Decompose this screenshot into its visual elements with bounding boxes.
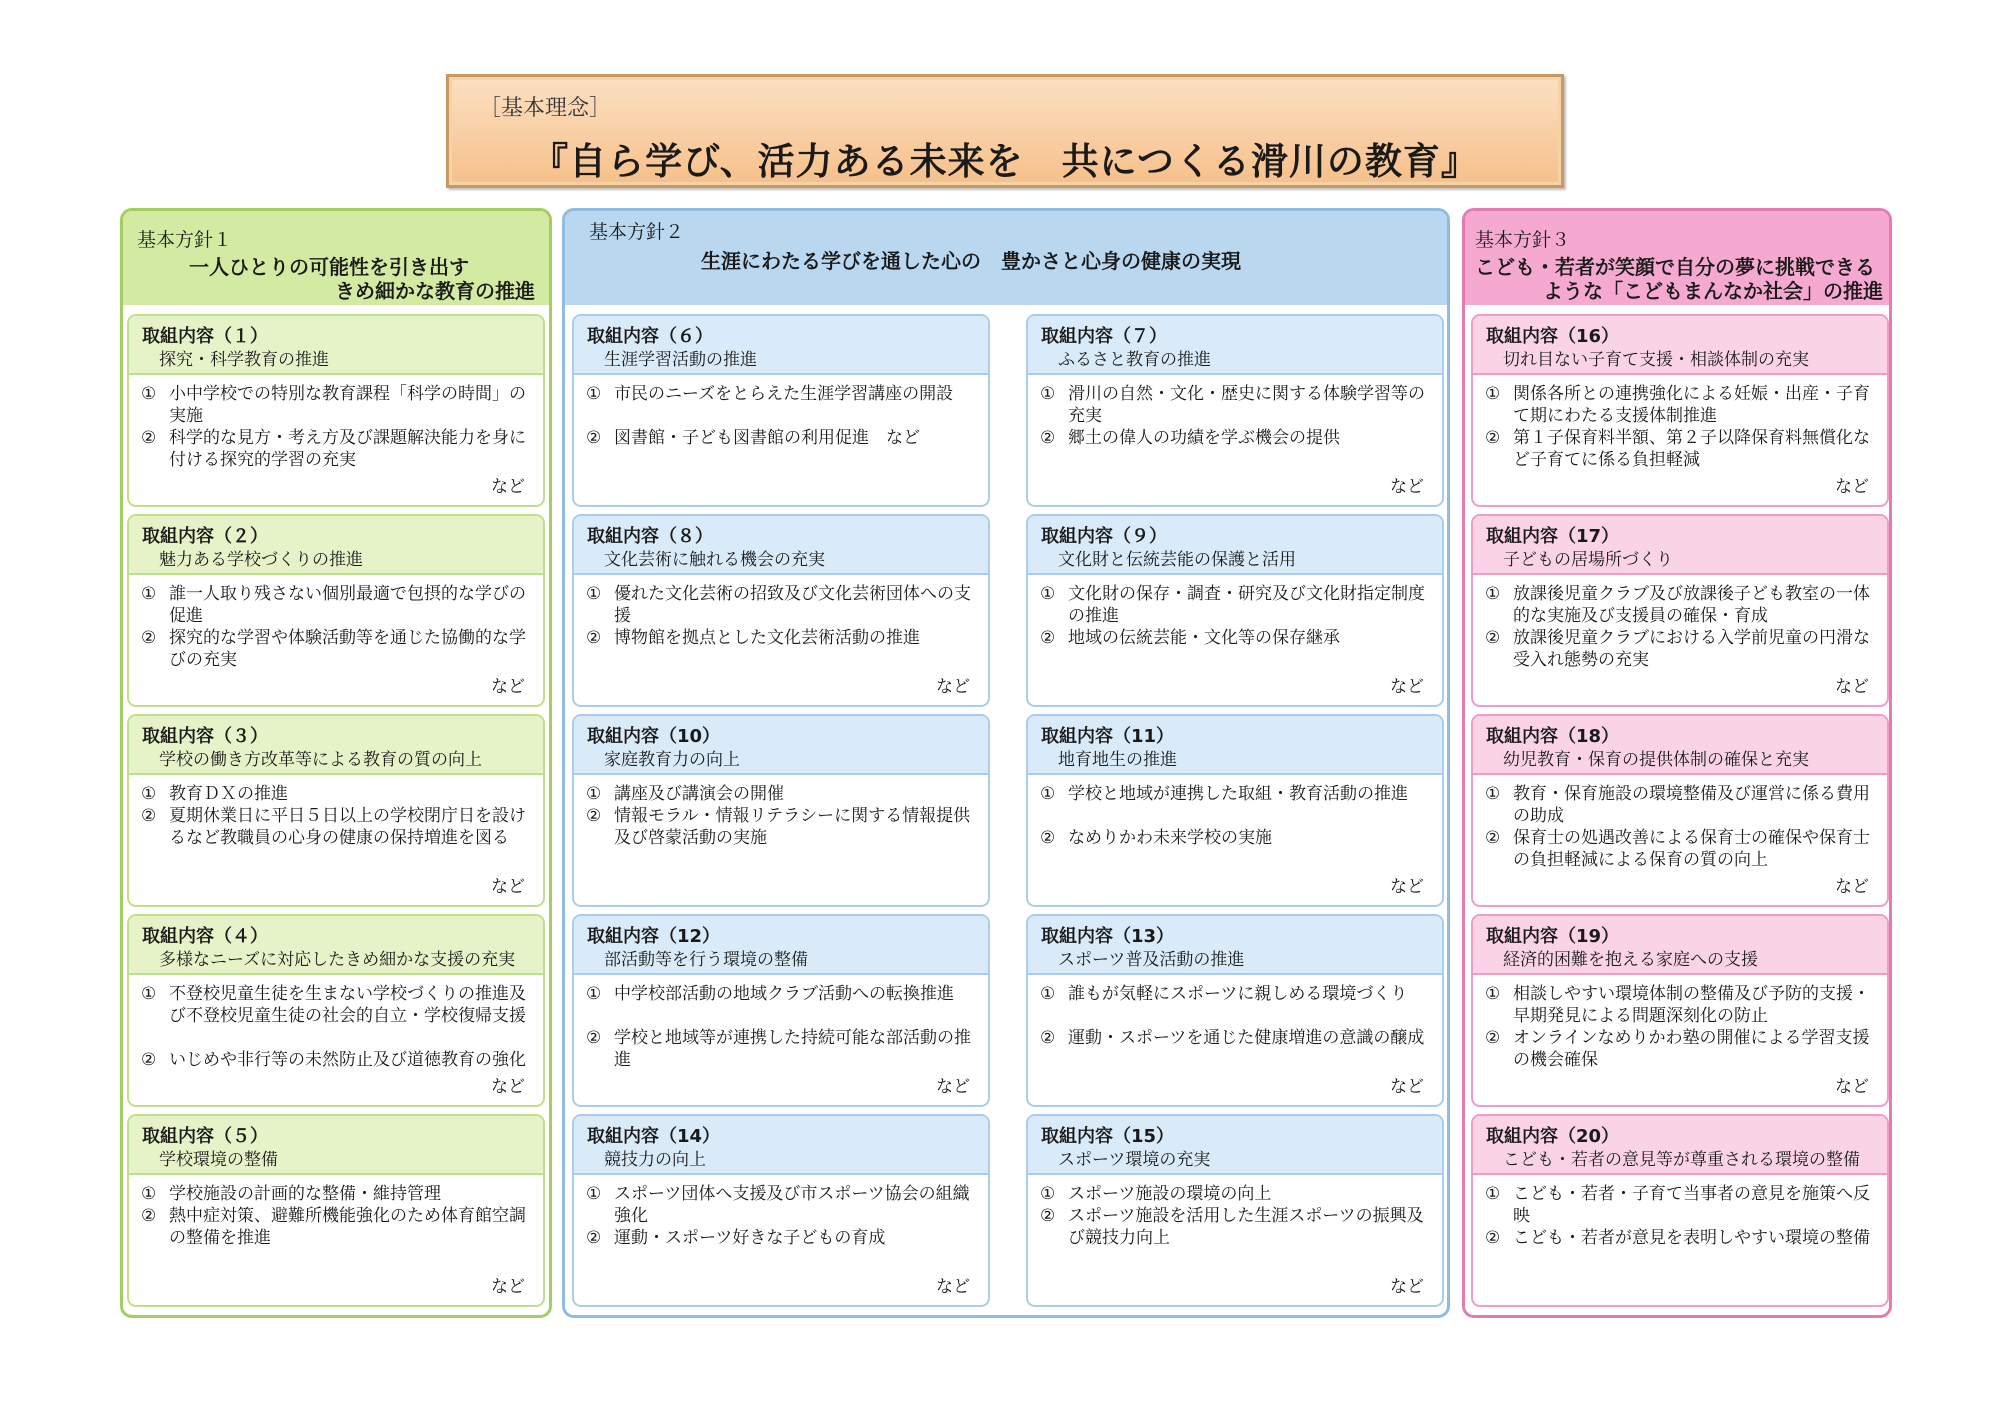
initiative-number: 取組内容（10） [587,726,721,747]
pillar-1-line1: 一人ひとりの可能性を引き出す [189,255,469,279]
initiative-item [1485,827,1879,871]
initiative-card [1026,914,1444,1107]
initiative-card [572,714,990,907]
item-number: ② [141,1206,157,1226]
item-number: ② [1485,1028,1501,1048]
initiative-item [1485,1183,1879,1227]
initiative-title: 文化芸術に触れる機会の充実 [604,550,825,570]
initiative-card-header [1028,516,1442,575]
initiative-item [586,783,980,805]
item-text: 科学的な見方・考え方及び課題解決能力を身に付ける探究的学習の充実 [169,428,526,470]
item-text: 中学校部活動の地域クラブ活動への転換推進 [614,984,954,1004]
initiative-card [572,514,990,707]
initiative-item [141,1205,535,1249]
item-text: 地域の伝統芸能・文化等の保存継承 [1068,628,1340,648]
initiative-card-header [574,716,988,775]
initiative-card-header [1473,516,1887,575]
item-text: オンラインなめりかわ塾の開催による学習支援の機会確保 [1513,1028,1870,1070]
initiative-item [1040,427,1434,449]
item-number: ② [141,806,157,826]
initiative-card-body [574,375,988,505]
initiative-item [1040,1205,1434,1249]
item-text: 滑川の自然・文化・歴史に関する体験学習等の充実 [1068,384,1425,426]
pillar-2-label: 基本方針２ [589,221,685,243]
item-text: 学校と地域が連携した取組・教育活動の推進 [1068,784,1408,804]
item-text: 学校と地域等が連携した持続可能な部活動の推進 [614,1028,971,1070]
initiative-card-body [1028,975,1442,1105]
pillar-1-header [123,211,549,305]
initiative-title: 生涯学習活動の推進 [604,350,757,370]
pillar-1-line2: きめ細かな教育の推進 [335,279,535,303]
item-number: ② [586,428,602,448]
initiative-item [1040,783,1434,805]
item-number: ① [1040,984,1056,1004]
etc-suffix: など [491,477,525,497]
item-number: ① [1040,784,1056,804]
item-text: いじめや非行等の未然防止及び道徳教育の強化 [169,1050,526,1070]
initiative-card-header [1473,916,1887,975]
etc-suffix: など [936,677,970,697]
initiative-card-body [1473,575,1887,705]
initiative-item [141,383,535,427]
item-text: 保育士の処遇改善による保育士の確保や保育士の負担軽減による保育の質の向上 [1513,828,1870,870]
initiative-title: 部活動等を行う環境の整備 [604,950,808,970]
initiative-item [1485,783,1879,827]
initiative-card-header [1028,1116,1442,1175]
item-number: ① [1040,384,1056,404]
initiative-item [141,983,535,1027]
initiative-card [1471,714,1889,907]
initiative-title: スポーツ環境の充実 [1058,1150,1211,1170]
initiative-title: 競技力の向上 [604,1150,706,1170]
initiative-card-header [129,1116,543,1175]
initiative-number: 取組内容（19） [1486,926,1620,947]
initiative-card-body [129,775,543,905]
initiative-card [1471,314,1889,507]
item-number: ② [141,628,157,648]
pillar-3-line2: ような「こどもまんなか社会」の推進 [1543,279,1883,303]
pillar-2-line1: 生涯にわたる学びを通した心の 豊かさと心身の健康の実現 [701,249,1241,273]
item-text: 教育・保育施設の環境整備及び運営に係る費用の助成 [1513,784,1870,826]
item-number: ② [1485,628,1501,648]
initiative-number: 取組内容（13） [1041,926,1175,947]
initiative-title: 探究・科学教育の推進 [159,350,329,370]
pillar-3-header [1465,211,1889,305]
initiative-number: 取組内容（９） [1041,526,1167,547]
item-text: なめりかわ未来学校の実施 [1068,828,1272,848]
item-text: スポーツ団体へ支援及び市スポーツ協会の組織強化 [614,1184,970,1226]
initiative-card [127,914,545,1107]
initiative-item [141,583,535,627]
item-number: ① [141,984,157,1004]
initiative-card-header [1473,716,1887,775]
initiative-item [141,1183,535,1205]
item-text: 関係各所との連携強化による妊娠・出産・子育て期にわたる支援体制推進 [1513,384,1870,426]
initiative-card-body [574,975,988,1105]
initiative-card-header [129,716,543,775]
item-number: ① [141,584,157,604]
initiative-number: 取組内容（３） [142,726,268,747]
initiative-number: 取組内容（１） [142,326,268,347]
item-text: 相談しやすい環境体制の整備及び予防的支援・早期発見による問題深刻化の防止 [1513,984,1870,1026]
item-number: ② [1040,1028,1056,1048]
item-text: 情報モラル・情報リテラシーに関する情報提供及び啓蒙活動の実施 [614,806,971,848]
item-number: ① [1485,584,1501,604]
etc-suffix: など [1390,677,1424,697]
etc-suffix: など [1835,877,1869,897]
initiative-item [141,1049,535,1071]
etc-suffix: など [1835,1077,1869,1097]
etc-suffix: など [1390,477,1424,497]
item-number: ① [141,384,157,404]
initiative-item [586,805,980,849]
item-number: ① [141,784,157,804]
initiative-title: 地育地生の推進 [1058,750,1177,770]
initiative-card-header [574,516,988,575]
initiative-card-header [1028,716,1442,775]
initiative-card-header [574,1116,988,1175]
etc-suffix: など [491,877,525,897]
item-number: ② [1040,428,1056,448]
initiative-card [572,314,990,507]
item-number: ① [586,784,602,804]
item-text: 教育ＤＸの推進 [169,784,288,804]
etc-suffix: など [1835,477,1869,497]
initiative-card-body [1473,375,1887,505]
initiative-card-body [1028,375,1442,505]
initiative-item [1040,827,1434,849]
initiative-item [586,1027,980,1071]
initiative-item [1485,1227,1879,1249]
item-text: 放課後児童クラブ及び放課後子ども教室の一体的な実施及び支援員の確保・育成 [1513,584,1870,626]
item-text: 第１子保育料半額、第２子以降保育料無償化など子育てに係る負担軽減 [1513,428,1870,470]
initiative-item [1040,627,1434,649]
item-number: ① [141,1184,157,1204]
etc-suffix: など [1835,677,1869,697]
item-text: 文化財の保存・調査・研究及び文化財指定制度の推進 [1068,584,1425,626]
initiative-card-header [1028,916,1442,975]
item-text: 運動・スポーツを通じた健康増進の意識の醸成 [1068,1028,1425,1048]
item-text: 探究的な学習や体験活動等を通じた協働的な学びの充実 [169,628,526,670]
item-text: スポーツ施設の環境の向上 [1068,1184,1272,1204]
item-text: 放課後児童クラブにおける入学前児童の円滑な受入れ態勢の充実 [1513,628,1870,670]
etc-suffix: など [936,1277,970,1297]
etc-suffix: など [1390,1277,1424,1297]
initiative-card-header [574,916,988,975]
initiative-item [1040,983,1434,1005]
etc-suffix: など [491,1077,525,1097]
initiative-card-body [129,375,543,505]
basic-philosophy-title: 『自ら学び、活力ある未来を 共につくる滑川の教育』 [531,140,1479,183]
initiative-number: 取組内容（４） [142,926,268,947]
initiative-card-header [129,916,543,975]
item-number: ② [586,806,602,826]
initiative-card [1471,914,1889,1107]
initiative-card [1026,514,1444,707]
item-text: スポーツ施設を活用した生涯スポーツの振興及び競技力向上 [1068,1206,1424,1248]
item-number: ② [586,1228,602,1248]
item-text: 夏期休業日に平日５日以上の学校閉庁日を設けるなど教職員の心身の健康の保持増進を図る [169,806,526,848]
initiative-card [572,914,990,1107]
initiative-item [586,1227,980,1249]
initiative-item [1040,583,1434,627]
initiative-item [586,427,980,449]
item-number: ② [586,628,602,648]
basic-philosophy-box [446,74,1564,188]
item-number: ② [141,428,157,448]
initiative-card-body [1473,1175,1887,1305]
pillar-1-label: 基本方針１ [137,229,233,251]
initiative-item [141,427,535,471]
initiative-number: 取組内容（20） [1486,1126,1620,1147]
initiative-title: 幼児教育・保育の提供体制の確保と充実 [1503,750,1809,770]
initiative-title: 家庭教育力の向上 [604,750,740,770]
initiative-item [586,627,980,649]
initiative-item [141,627,535,671]
initiative-card-body [1028,575,1442,705]
initiative-title: 経済的困難を抱える家庭への支援 [1503,950,1758,970]
initiative-card-body [574,775,988,905]
etc-suffix: など [936,1077,970,1097]
initiative-card [127,314,545,507]
item-text: 運動・スポーツ好きな子どもの育成 [614,1228,886,1248]
initiative-card [1026,1114,1444,1307]
initiative-item [586,1183,980,1227]
item-text: 優れた文化芸術の招致及び文化芸術団体への支援 [614,584,971,626]
etc-suffix: など [1390,877,1424,897]
initiative-item [1040,1183,1434,1205]
initiative-card-header [129,316,543,375]
initiative-title: 魅力ある学校づくりの推進 [159,550,363,570]
item-number: ① [586,384,602,404]
initiative-item [141,783,535,805]
initiative-number: 取組内容（５） [142,1126,268,1147]
item-number: ② [1485,1228,1501,1248]
item-text: 博物館を拠点とした文化芸術活動の推進 [614,628,920,648]
initiative-card [572,1114,990,1307]
initiative-number: 取組内容（７） [1041,326,1167,347]
initiative-card-header [574,316,988,375]
item-number: ① [586,584,602,604]
initiative-title: ふるさと教育の推進 [1058,350,1211,370]
initiative-card-body [1028,1175,1442,1305]
initiative-item [1485,583,1879,627]
item-text: 図書館・子ども図書館の利用促進 など [614,428,920,448]
initiative-item [586,583,980,627]
initiative-card-body [1473,975,1887,1105]
initiative-card [1471,1114,1889,1307]
initiative-number: 取組内容（12） [587,926,721,947]
basic-philosophy-label: ［基本理念］ [479,96,612,121]
item-number: ① [1485,984,1501,1004]
initiative-number: 取組内容（15） [1041,1126,1175,1147]
etc-suffix: など [1390,1077,1424,1097]
initiative-title: 文化財と伝統芸能の保護と活用 [1058,550,1296,570]
pillar-3-label: 基本方針３ [1475,229,1571,251]
item-number: ① [1485,784,1501,804]
item-text: 熱中症対策、避難所機能強化のため体育館空調の整備を推進 [169,1206,526,1248]
etc-suffix: など [491,1277,525,1297]
initiative-item [1485,1027,1879,1071]
initiative-card-header [1028,316,1442,375]
item-number: ② [586,1028,602,1048]
initiative-item [1040,383,1434,427]
initiative-card [1026,314,1444,507]
initiative-item [1485,983,1879,1027]
item-text: こども・若者が意見を表明しやすい環境の整備 [1513,1228,1870,1248]
item-text: 誰もが気軽にスポーツに親しめる環境づくり [1068,984,1408,1004]
initiative-number: 取組内容（８） [587,526,713,547]
initiative-card-body [129,1175,543,1305]
initiative-title: 切れ目ない子育て支援・相談体制の充実 [1503,350,1809,370]
initiative-card-header [1473,1116,1887,1175]
pillar-3-line1: こども・若者が笑顔で自分の夢に挑戦できる [1475,255,1875,279]
initiative-item [1040,1027,1434,1049]
initiative-number: 取組内容（６） [587,326,713,347]
item-number: ② [1040,628,1056,648]
initiative-item [1485,627,1879,671]
item-number: ① [586,1184,602,1204]
initiative-number: 取組内容（16） [1486,326,1620,347]
initiative-title: 学校環境の整備 [159,1150,278,1170]
initiative-card-body [574,1175,988,1305]
initiative-title: 多様なニーズに対応したきめ細かな支援の充実 [159,950,516,970]
item-number: ② [1485,428,1501,448]
item-text: 郷土の偉人の功績を学ぶ機会の提供 [1068,428,1340,448]
initiative-item [586,383,980,405]
initiative-item [141,805,535,849]
initiative-card-body [574,575,988,705]
item-number: ① [1485,384,1501,404]
item-number: ② [141,1050,157,1070]
initiative-number: 取組内容（18） [1486,726,1620,747]
initiative-card [127,514,545,707]
etc-suffix: など [491,677,525,697]
item-text: 不登校児童生徒を生まない学校づくりの推進及び不登校児童生徒の社会的自立・学校復帰支援 [169,984,526,1026]
initiative-card-body [129,575,543,705]
initiative-item [1485,427,1879,471]
item-text: 小中学校での特別な教育課程「科学の時間」の実施 [169,384,526,426]
item-number: ① [1040,584,1056,604]
initiative-card-body [129,975,543,1105]
item-number: ② [1485,828,1501,848]
initiative-number: 取組内容（14） [587,1126,721,1147]
initiative-title: スポーツ普及活動の推進 [1058,950,1245,970]
item-text: 市民のニーズをとらえた生涯学習講座の開設 [614,384,954,404]
initiative-card [1471,514,1889,707]
item-number: ① [1485,1184,1501,1204]
initiative-number: 取組内容（２） [142,526,268,547]
initiative-title: 子どもの居場所づくり [1503,550,1673,570]
item-text: 講座及び講演会の開催 [614,784,784,804]
pillar-2-header [565,211,1447,305]
initiative-card-header [1473,316,1887,375]
initiative-title: 学校の働き方改革等による教育の質の向上 [159,750,482,770]
initiative-card-body [1028,775,1442,905]
initiative-item [586,983,980,1005]
item-text: 誰一人取り残さない個別最適で包摂的な学びの促進 [169,584,526,626]
initiative-title: こども・若者の意見等が尊重される環境の整備 [1503,1150,1860,1170]
item-number: ① [586,984,602,1004]
initiative-number: 取組内容（11） [1041,726,1175,747]
initiative-card [127,714,545,907]
initiative-number: 取組内容（17） [1486,526,1620,547]
initiative-card [127,1114,545,1307]
item-text: こども・若者・子育て当事者の意見を施策へ反映 [1513,1184,1870,1226]
initiative-card-body [1473,775,1887,905]
item-number: ② [1040,1206,1056,1226]
item-number: ② [1040,828,1056,848]
initiative-card-header [129,516,543,575]
initiative-item [1485,383,1879,427]
item-text: 学校施設の計画的な整備・維持管理 [169,1184,441,1204]
initiative-card [1026,714,1444,907]
item-number: ① [1040,1184,1056,1204]
